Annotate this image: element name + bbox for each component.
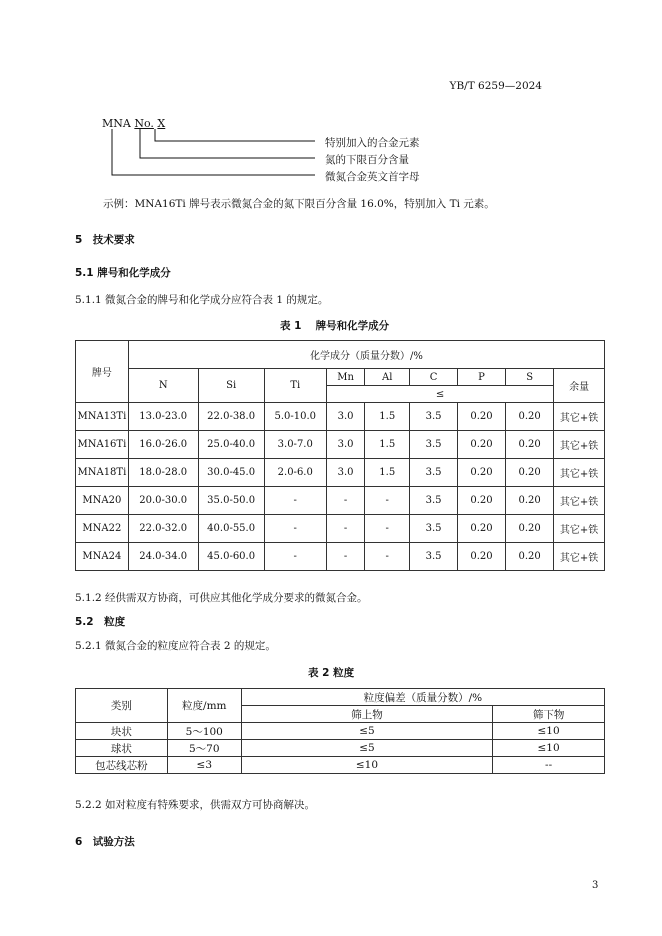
table-cell: 5～70: [167, 740, 241, 757]
header-type: 类别: [76, 689, 168, 723]
designation-connector-lines: [95, 114, 325, 184]
table-row: [76, 543, 605, 571]
table-cell: 其它+铁: [554, 487, 605, 515]
table-cell: 1.5: [365, 459, 410, 487]
table-cell: 5～100: [167, 723, 241, 740]
table-cell: MNA13Ti: [76, 403, 129, 431]
table-cell: -: [326, 543, 364, 571]
code-part-no: No.: [134, 117, 154, 130]
table-cell: 24.0-34.0: [128, 543, 198, 571]
table-cell: 3.0: [326, 403, 364, 431]
table-cell: -: [365, 487, 410, 515]
table-cell: -: [264, 543, 326, 571]
header-element-mn: Mn: [326, 369, 364, 386]
table-cell: 35.0-50.0: [198, 487, 264, 515]
table-cell: 0.20: [506, 459, 554, 487]
section-6-heading: 6 试验方法: [75, 836, 135, 848]
table-cell: 0.20: [457, 459, 505, 487]
table-cell: -: [264, 515, 326, 543]
table-cell: ≤10: [493, 723, 605, 740]
header-element-c: C: [410, 369, 458, 386]
table-cell: 3.0: [326, 459, 364, 487]
table-cell: 0.20: [457, 403, 505, 431]
table-row: [76, 459, 605, 487]
table-cell: MNA22: [76, 515, 129, 543]
table-cell: 块状: [76, 723, 168, 740]
table-cell: 5.0-10.0: [264, 403, 326, 431]
table-cell: 3.0: [326, 431, 364, 459]
header-grade: 牌号: [76, 341, 129, 403]
section-5-heading: 5 技术要求: [75, 234, 135, 246]
table-cell: 0.20: [506, 403, 554, 431]
legend-nitrogen-content: 氮的下限百分含量: [325, 154, 409, 166]
table-cell: 22.0-38.0: [198, 403, 264, 431]
table-row: [76, 403, 605, 431]
table-cell: 其它+铁: [554, 459, 605, 487]
table-cell: 13.0-23.0: [128, 403, 198, 431]
table-1-chemical-composition: [75, 340, 605, 571]
table-cell: 其它+铁: [554, 543, 605, 571]
header-size: 粒度/mm: [167, 689, 241, 723]
table-row: [76, 740, 605, 757]
table-cell: 0.20: [457, 543, 505, 571]
table-cell: 40.0-55.0: [198, 515, 264, 543]
legend-initials: 微氮合金英文首字母: [325, 171, 420, 183]
designation-example: 示例：MNA16Ti 牌号表示微氮合金的氮下限百分含量 16.0%，特别加入 Ti 元素。: [103, 198, 495, 210]
table-cell: ≤3: [167, 757, 241, 774]
table-cell: 16.0-26.0: [128, 431, 198, 459]
header-max-sign: ≤: [326, 386, 553, 403]
header-element-p: P: [457, 369, 505, 386]
table-cell: -: [365, 543, 410, 571]
table-row: [76, 431, 605, 459]
table-2-title: 表 2 粒度: [308, 667, 355, 679]
table-cell: --: [493, 757, 605, 774]
table-cell: -: [365, 515, 410, 543]
legend-alloy-element: 特别加入的合金元素: [325, 137, 420, 149]
header-element-n: N: [128, 369, 198, 403]
table-cell: -: [326, 487, 364, 515]
table-cell: 2.0-6.0: [264, 459, 326, 487]
table-cell: 3.0-7.0: [264, 431, 326, 459]
section-5-2-heading: 5.2 粒度: [75, 616, 126, 628]
table-cell: MNA24: [76, 543, 129, 571]
table-cell: MNA20: [76, 487, 129, 515]
header-element-si: Si: [198, 369, 264, 403]
table-1-title: 表 1 牌号和化学成分: [280, 320, 390, 332]
table-row: [76, 515, 605, 543]
table-cell: 0.20: [457, 431, 505, 459]
table-cell: MNA18Ti: [76, 459, 129, 487]
standard-code: YB/T 6259—2024: [449, 80, 542, 92]
section-5-1-heading: 5.1 牌号和化学成分: [75, 267, 171, 279]
table-cell: 球状: [76, 740, 168, 757]
table-cell: 45.0-60.0: [198, 543, 264, 571]
header-element-ti: Ti: [264, 369, 326, 403]
table-cell: 0.20: [506, 431, 554, 459]
code-part-x: X: [157, 117, 166, 130]
table-cell: 3.5: [410, 459, 458, 487]
table-cell: 其它+铁: [554, 515, 605, 543]
header-undersize: 筛下物: [493, 706, 605, 723]
table-cell: MNA16Ti: [76, 431, 129, 459]
table-2-particle-size: [75, 688, 605, 774]
table-cell: -: [326, 515, 364, 543]
header-oversize: 筛上物: [241, 706, 492, 723]
para-5-1-2: 5.1.2 经供需双方协商，可供应其他化学成分要求的微氮合金。: [75, 592, 368, 604]
table-cell: 0.20: [506, 487, 554, 515]
para-5-2-1: 5.2.1 微氮合金的粒度应符合表 2 的规定。: [75, 640, 276, 652]
table-cell: 3.5: [410, 487, 458, 515]
header-balance: 余量: [554, 369, 605, 403]
table-cell: 25.0-40.0: [198, 431, 264, 459]
table-cell: 其它+铁: [554, 431, 605, 459]
table-cell: 0.20: [506, 515, 554, 543]
table-cell: 3.5: [410, 515, 458, 543]
header-element-s: S: [506, 369, 554, 386]
table-cell: 1.5: [365, 403, 410, 431]
table-cell: 3.5: [410, 431, 458, 459]
table-cell: -: [264, 487, 326, 515]
table-cell: 20.0-30.0: [128, 487, 198, 515]
table-cell: ≤10: [241, 757, 492, 774]
table-cell: 0.20: [457, 487, 505, 515]
table-cell: ≤5: [241, 723, 492, 740]
table-cell: 30.0-45.0: [198, 459, 264, 487]
table-row: [76, 757, 605, 774]
header-size-deviation: 粒度偏差（质量分数）/%: [241, 689, 604, 706]
page-number: 3: [592, 880, 599, 891]
table-cell: 1.5: [365, 431, 410, 459]
table-row: [76, 723, 605, 740]
table-cell: ≤10: [493, 740, 605, 757]
code-part-mna: MNA: [102, 117, 131, 130]
table-cell: 3.5: [410, 543, 458, 571]
table-cell: 包芯线芯粉: [76, 757, 168, 774]
table-row: [76, 487, 605, 515]
table-cell: 3.5: [410, 403, 458, 431]
table-cell: 22.0-32.0: [128, 515, 198, 543]
table-cell: ≤5: [241, 740, 492, 757]
table-cell: 0.20: [457, 515, 505, 543]
header-chemical-composition: 化学成分（质量分数）/%: [128, 341, 604, 369]
para-5-1-1: 5.1.1 微氮合金的牌号和化学成分应符合表 1 的规定。: [75, 294, 329, 306]
table-cell: 其它+铁: [554, 403, 605, 431]
table-1-body: [76, 403, 605, 571]
table-2-body: [76, 723, 605, 774]
header-element-al: Al: [365, 369, 410, 386]
para-5-2-2: 5.2.2 如对粒度有特殊要求，供需双方可协商解决。: [75, 799, 316, 811]
table-cell: 18.0-28.0: [128, 459, 198, 487]
table-cell: 0.20: [506, 543, 554, 571]
